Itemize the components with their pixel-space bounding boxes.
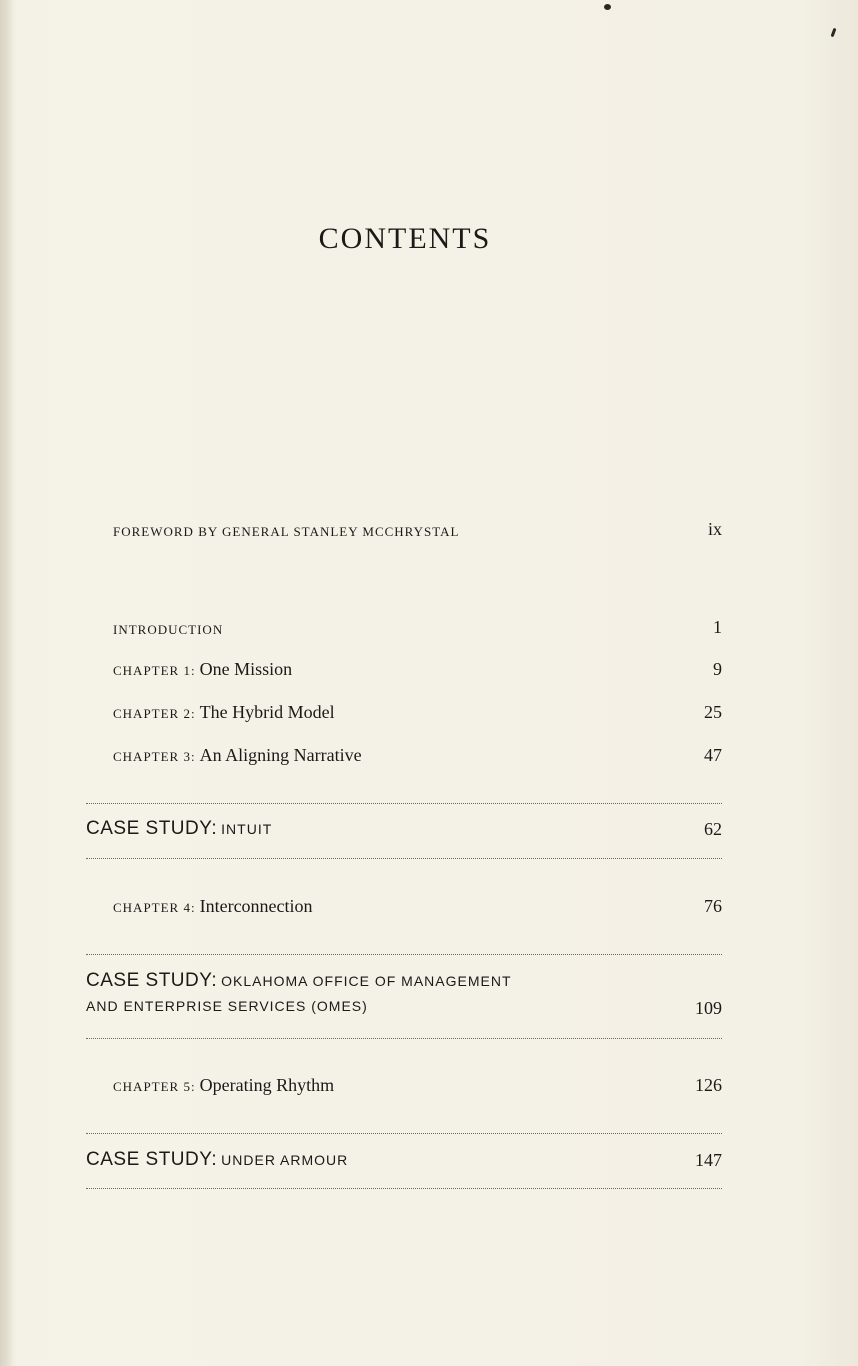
- chapter-prefix: CHAPTER 1:: [113, 663, 196, 678]
- entry-label: [113, 1075, 334, 1096]
- entry-page-number: 1: [713, 617, 722, 637]
- entry-page-number: 126: [695, 1075, 722, 1095]
- chapter-prefix: CHAPTER 3:: [113, 749, 196, 764]
- ink-speck: [831, 28, 837, 37]
- toc-entry-introduction[interactable]: [86, 612, 722, 642]
- case-study-name: INTUIT: [221, 821, 273, 837]
- ink-speck: [604, 4, 611, 10]
- entry-label-line-1: [86, 970, 512, 992]
- dotted-divider: [86, 954, 722, 955]
- entry-page-number: 47: [704, 745, 722, 765]
- entry-label-line-2: [86, 998, 368, 1016]
- toc-entry-chapter-4[interactable]: [86, 891, 722, 921]
- entry-page-number: 62: [704, 819, 722, 839]
- entry-label: [113, 745, 362, 766]
- entry-label: [86, 1149, 348, 1171]
- case-study-name-line-2: AND ENTERPRISE SERVICES (OMES): [86, 998, 368, 1014]
- entry-page-number: 76: [704, 896, 722, 916]
- entry-label: [113, 702, 335, 723]
- entry-page-number: 25: [704, 702, 722, 722]
- case-study-heading: CASE STUDY:: [86, 818, 218, 839]
- case-study-name-line-1: OKLAHOMA OFFICE OF MANAGEMENT: [221, 973, 512, 989]
- toc-entry-case-study-omes[interactable]: [86, 970, 722, 1026]
- gutter-shadow: [0, 0, 14, 1366]
- toc-entry-chapter-3[interactable]: [86, 740, 722, 770]
- dotted-divider: [86, 1038, 722, 1039]
- case-study-heading: CASE STUDY:: [86, 1149, 218, 1170]
- entry-label: [113, 896, 313, 917]
- dotted-divider: [86, 858, 722, 859]
- chapter-title: Operating Rhythm: [199, 1075, 335, 1095]
- toc-entry-chapter-2[interactable]: [86, 697, 722, 727]
- page-title: CONTENTS: [318, 222, 492, 255]
- chapter-prefix: CHAPTER 4:: [113, 900, 196, 915]
- toc-entry-foreword[interactable]: [86, 514, 722, 544]
- case-study-heading: CASE STUDY:: [86, 970, 218, 991]
- case-study-name: UNDER ARMOUR: [221, 1152, 349, 1168]
- chapter-title: One Mission: [199, 659, 293, 679]
- entry-label: INTRODUCTION: [113, 622, 224, 637]
- toc-entry-case-study-intuit[interactable]: [86, 814, 722, 844]
- dotted-divider: [86, 803, 722, 804]
- chapter-prefix: CHAPTER 5:: [113, 1079, 196, 1094]
- chapter-title: The Hybrid Model: [199, 702, 335, 722]
- toc-entry-case-study-under-armour[interactable]: [86, 1145, 722, 1175]
- chapter-title: Interconnection: [199, 896, 313, 916]
- chapter-prefix: CHAPTER 2:: [113, 706, 196, 721]
- entry-label: [86, 818, 272, 840]
- dotted-divider: [86, 1188, 722, 1189]
- entry-page-number: 9: [713, 659, 722, 679]
- entry-page-number: 147: [695, 1150, 722, 1170]
- entry-label: [113, 659, 292, 680]
- chapter-title: An Aligning Narrative: [199, 745, 362, 765]
- entry-page-number: ix: [707, 519, 722, 539]
- dotted-divider: [86, 1133, 722, 1134]
- entry-page-number: 109: [695, 998, 722, 1018]
- toc-entry-chapter-5[interactable]: [86, 1070, 722, 1100]
- toc-entry-chapter-1[interactable]: [86, 654, 722, 684]
- entry-label: FOREWORD BY GENERAL STANLEY MCCHRYSTAL: [113, 524, 460, 539]
